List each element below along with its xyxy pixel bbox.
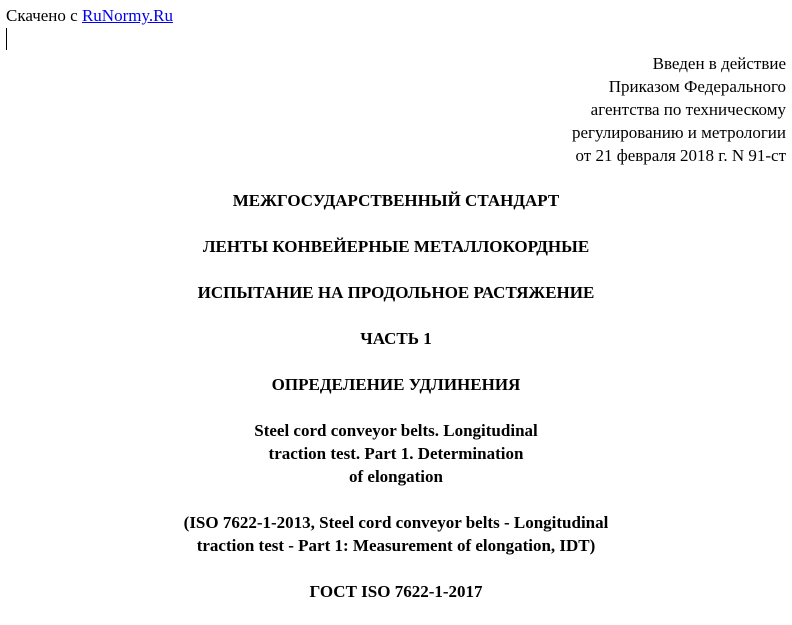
english-title-line: of elongation <box>349 467 443 486</box>
source-link[interactable]: RuNormy.Ru <box>81 6 173 25</box>
standard-type-heading: МЕЖГОСУДАРСТВЕННЫЙ СТАНДАРТ <box>232 191 560 210</box>
iso-reference-line: (ISO 7622-1-2013, Steel cord conveyor belts - Longitudinal <box>183 513 609 532</box>
iso-reference-line: traction test - Part 1: Measurement of elongation, IDT) <box>196 536 596 555</box>
enactment-line: агентства по техническому <box>590 100 786 119</box>
enactment-block <box>572 52 786 167</box>
source-line <box>6 6 173 26</box>
english-title <box>0 419 792 488</box>
part-title: ОПРЕДЕЛЕНИЕ УДЛИНЕНИЯ <box>271 375 521 394</box>
source-prefix: Скачено с <box>6 6 82 25</box>
iso-reference <box>0 511 792 557</box>
enactment-line: Введен в действие <box>652 54 786 73</box>
document-title: ЛЕНТЫ КОНВЕЙЕРНЫЕ МЕТАЛЛОКОРДНЫЕ <box>202 237 590 256</box>
english-title-line: traction test. Part 1. Determination <box>268 444 524 463</box>
document-subtitle: ИСПЫТАНИЕ НА ПРОДОЛЬНОЕ РАСТЯЖЕНИЕ <box>197 283 595 302</box>
standard-number: ГОСТ ISO 7622-1-2017 <box>309 582 483 601</box>
enactment-line: Приказом Федерального <box>608 77 786 96</box>
english-title-line: Steel cord conveyor belts. Longitudinal <box>254 421 538 440</box>
text-cursor <box>6 28 7 50</box>
enactment-line: от 21 февраля 2018 г. N 91-ст <box>575 146 786 165</box>
part-heading: ЧАСТЬ 1 <box>360 329 432 348</box>
enactment-line: регулированию и метрологии <box>571 123 786 142</box>
